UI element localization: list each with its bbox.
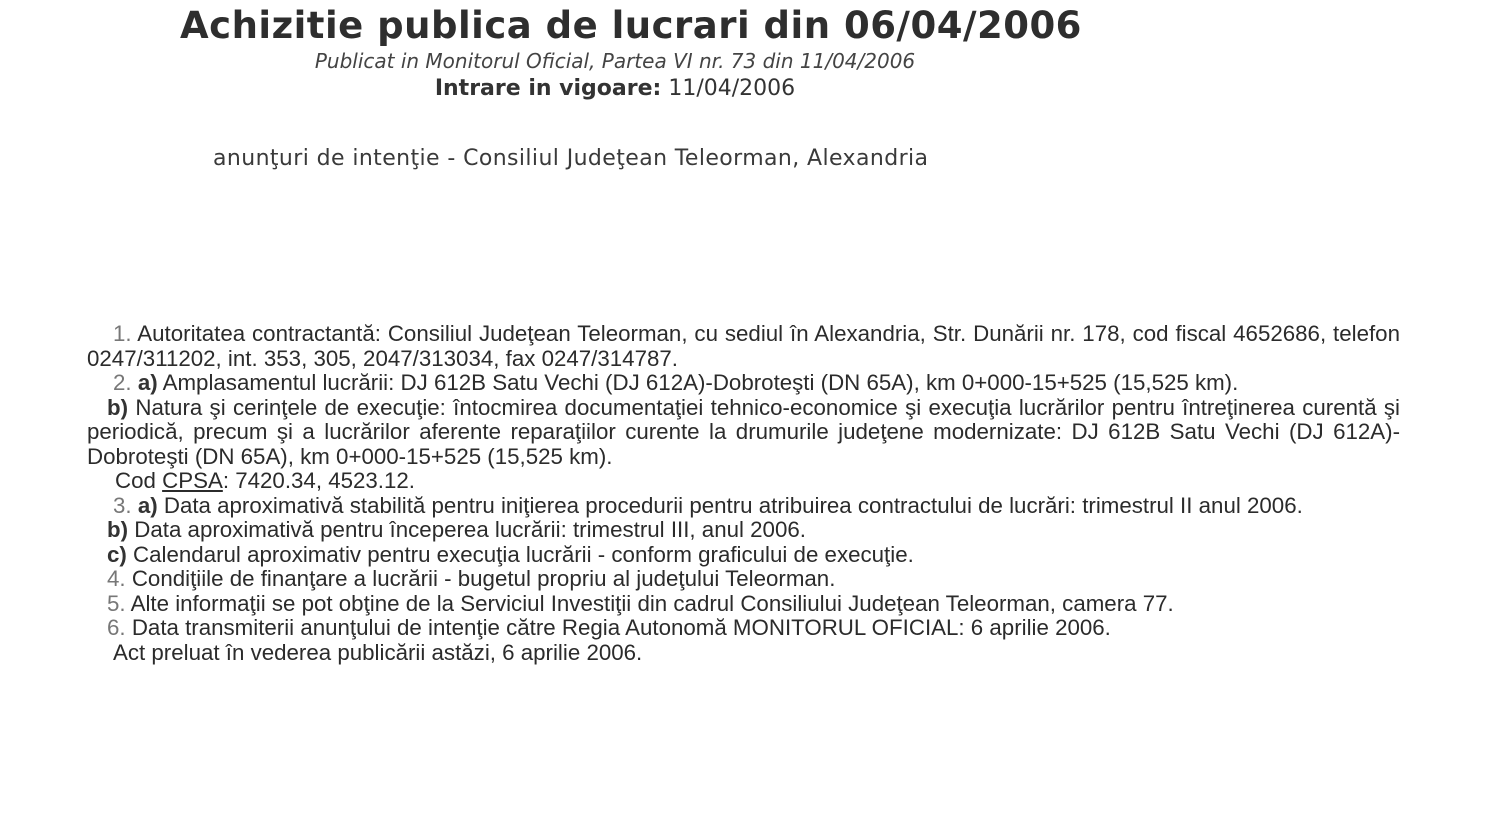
section-text: Autoritatea contractantă: Consiliul Judeţean Teleorman, cu sediul în Alexandria, Str. Dunării nr. 178, cod fiscal 4652686, telefon 0247/311202, int. 353, 305, 2047/313034, fax 0247/314787. [87,321,1400,371]
subsection-label: a) [137,370,158,395]
section-3a [87,494,1400,519]
section-text: Condiţiile de finanţare a lucrării - bugetul propriu al judeţului Teleorman. [131,566,836,591]
section-6 [87,616,1400,641]
subsection-label: a) [137,492,158,518]
publication-note: Publicat in Monitorul Oficial, Partea VI nr. 73 din 11/04/2006 [314,49,916,73]
section-number: 3. [113,492,132,518]
section-2a [87,371,1400,396]
section-2b [87,396,1400,470]
effective-date-value: 11/04/2006 [668,76,796,101]
subsection-label: c) [107,541,127,567]
announcement-body [87,322,1400,665]
section-4 [87,567,1400,592]
section-number: 1. [113,321,132,346]
effective-date-line [180,76,1050,101]
effective-date-label: Intrare in vigoare: [434,76,662,101]
section-text: Alte informaţii se pot obţine de la Serviciul Investiţii din cadrul Consiliului Judeţean Teleorman, camera 77. [130,590,1174,616]
cod-prefix: Cod [115,468,156,493]
section-3b [87,518,1400,543]
section-text: Natura şi cerinţele de execuţie: întocmirea documentaţiei tehnico-economice şi execuţia lucrărilor pentru întreţinerea curentă şi periodică, precum şi a lucrărilor aferente reparaţiilor curente la drumurile judeţene modernizate: DJ 612B Satu Vechi (DJ 612A)-Dobroteşti (DN 65A), km 0+000-15+525 (15,525 km). [87,394,1400,469]
section-text: Data aproximativă pentru începerea lucrării: trimestrul III, anul 2006. [134,517,806,542]
cpsa-code-line [87,469,1400,494]
section-3c [87,543,1400,568]
cod-values: : 7420.34, 4523.12. [222,468,415,493]
closing-text: Act preluat în vederea publicării astăzi, 6 aprilie 2006. [113,639,643,665]
section-number: 6. [107,615,126,640]
announcement-category: anunţuri de intenţie - Consiliul Judeţean Teleorman, Alexandria [213,146,929,171]
section-text: Amplasamentul lucrării: DJ 612B Satu Vechi (DJ 612A)-Dobroteşti (DN 65A), km 0+000-15+525 (15,525 km). [162,370,1239,395]
section-text: Calendarul aproximativ pentru execuţia lucrării - conform graficului de execuţie. [133,541,914,567]
section-text: Data aproximativă stabilită pentru iniţierea procedurii pentru atribuirea contractului de lucrări: trimestrul II anul 2006. [163,492,1303,518]
section-5 [87,592,1400,617]
section-number: 2. [113,370,132,395]
cpsa-link[interactable]: CPSA [162,468,223,493]
subsection-label: b) [107,517,129,542]
section-text: Data transmiterii anunţului de intenţie către Regia Autonomă MONITORUL OFICIAL: 6 aprilie 2006. [131,615,1111,640]
subsection-label: b) [107,394,129,420]
closing-note [87,641,1400,666]
section-1 [87,322,1400,371]
section-number: 4. [107,566,126,591]
section-number: 5. [107,590,126,616]
document-title: Achizitie publica de lucrari din 06/04/2006 [180,4,1082,47]
